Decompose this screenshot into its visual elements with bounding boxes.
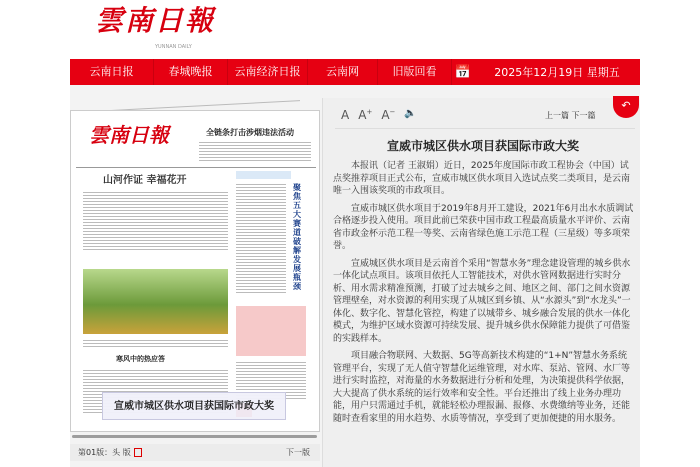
article-paragraph: 宣威城区供水项目是云南首个采用“智慧水务”理念建设管理的城乡供水一体化试点项目。该项目依托人工智能技术，对供水管网数据进行实时分析、用水需求精准预测，打破了过去城乡之间、地区之间、部门之间水资源管理壁垒，对水资源的利用实现了从城区到乡镇、从“水源头”到“水龙头”一体化、数字化、智慧化管控，构建了以城带乡、城乡融合发展的供水一体化模式，为维护区域水资源可持续发展、提升城乡供水保障能力提供了可借鉴的实践样本。 [333, 258, 631, 344]
page-bar [70, 444, 320, 461]
prev-article-link[interactable]: 上一篇 [545, 111, 569, 120]
paper-headline[interactable]: 全链条打击涉烟违法活动 [206, 128, 294, 137]
paper-text-block [236, 183, 286, 293]
article-panel [322, 98, 640, 467]
paper-photo [83, 269, 228, 334]
font-decrease-button[interactable]: A− [381, 108, 396, 122]
article-paragraph: 宣威市城区供水项目于2019年8月开工建设，2021年6月出水水质调试合格逐步投入使用。项目此前已荣获中国市政工程最高质量水平评价、云南省市政金杯示范工程一等奖、云南省绿色施工示范工程（三星级）等多项荣誉。 [333, 203, 634, 251]
logo-text: 雲南日報 [95, 4, 216, 37]
top-nav [70, 59, 640, 85]
paper-headline[interactable]: 聚焦五大赛道 破解发展瓶颈 [293, 183, 301, 291]
paper-pink-block [236, 306, 306, 356]
calendar-icon[interactable]: 📅 [454, 64, 472, 80]
page-label: 第01版：头 版 [78, 448, 131, 457]
paper-text-block [83, 191, 228, 251]
paper-banner [236, 171, 291, 179]
font-increase-button[interactable]: A+ [358, 108, 373, 122]
current-date: 2025年12月19日 星期五 [494, 66, 620, 79]
font-toolbar [341, 108, 417, 122]
divider [335, 128, 635, 129]
paper-headline[interactable]: 山河作证 幸福花开 [103, 175, 187, 186]
nav-chuncheng-evening[interactable]: 春城晚报 [154, 59, 228, 85]
font-decrease-label: A [381, 108, 390, 122]
article-title: 宣威市城区供水项目获国际市政大奖 [386, 139, 579, 153]
nav-old-version[interactable]: 旧版回看 [378, 59, 452, 85]
article-paragraph: 项目融合物联网、大数据、5G等高新技术构建的“1+N”智慧水务系统管理平台，实现了无人值守智慧化运维管理，对水库、泵站、管网、水厂等进行实时监控，对海量的水务数据进行分析和处理，为决策提供科学依据，大大提高了供水系统的运行效率和安全性。平台还推出了线上业务办理功能，用户只需通过手机，就能轻松办理报漏、报修、水费缴纳等业务，还能随时查看家里的用水趋势、水质等情况，享受到了更加便捷的用水服务。 [333, 351, 631, 424]
font-reset-button[interactable]: A [341, 108, 350, 122]
nav-yunnan-daily[interactable]: 云南日报 [70, 59, 154, 85]
nav-yunnan-net[interactable]: 云南网 [308, 59, 378, 85]
article-body [333, 160, 635, 430]
nav-yunnan-economic[interactable]: 云南经济日报 [228, 59, 308, 85]
paper-text-block [83, 339, 228, 347]
paper-shadow [72, 435, 317, 438]
article-nav [545, 110, 596, 121]
newspaper-page-thumbnail[interactable] [70, 110, 320, 432]
paper-text-block [199, 141, 311, 161]
font-increase-label: A [358, 108, 367, 122]
hover-tooltip: 宣威市城区供水项目获国际市政大奖 [102, 392, 286, 420]
back-arrow-icon[interactable]: ↶ [613, 96, 639, 118]
speaker-icon[interactable]: 🔈 [404, 108, 417, 119]
article-paragraph: 本报讯（记者 王淑娟）近日，2025年度国际市政工程协会（中国）试点奖推荐项目正式公布，宣威市城区供水项目入选试点奖二类项目，是云南唯一入围该奖项的市政项目。 [333, 161, 631, 196]
next-article-link[interactable]: 下一篇 [571, 111, 596, 120]
pdf-icon[interactable] [134, 448, 142, 457]
paper-headline[interactable]: 寒风中的热应答 [116, 355, 165, 363]
paper-masthead: 雲南日報 [89, 123, 169, 147]
paper-divider [76, 167, 316, 168]
logo-subtitle: YUNNAN DAILY [155, 44, 192, 50]
site-logo[interactable] [95, 4, 245, 54]
next-page-link[interactable]: 下一版 [286, 448, 310, 457]
